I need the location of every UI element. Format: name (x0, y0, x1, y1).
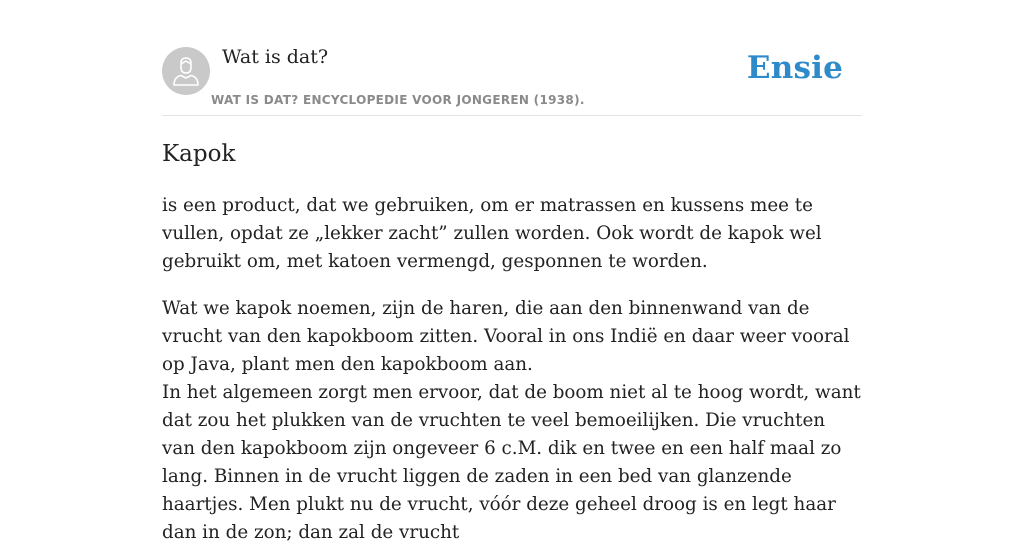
avatar[interactable] (162, 47, 210, 95)
source-title[interactable]: Wat is dat? (222, 46, 329, 68)
paragraph-3: In het algemeen zorgt men ervoor, dat de boom niet al te hoog wordt, want dat zou het plukken van de vruchten te veel bemoeilijken. Die vruchten van den kapokboom zijn ongeveer 6 c.M. dik en twee en een half maal zo lang. Binnen in de vrucht liggen de zaden in een bed van glanzende haartjes. Men plukt nu de vrucht, vóór deze geheel droog is en legt haar dan in de zon; dan zal de vrucht (162, 382, 861, 543)
paragraph-2: Wat we kapok noemen, zijn de haren, die aan den binnenwand van de vrucht van den kapokboom zitten. Vooral in ons Indië en daar weer vooral op Java, plant men den kapokboom aan. (162, 298, 850, 375)
entry-title: Kapok (162, 141, 236, 167)
source-header (162, 0, 862, 116)
ensie-logo[interactable]: Ensie (746, 50, 843, 86)
article (162, 138, 862, 547)
paragraph-1: is een product, dat we gebruiken, om er matrassen en kussens mee te vullen, opdat ze „lekker zacht” zullen worden. Ook wordt de kapok wel gebruikt om, met katoen vermengd, gesponnen te worden. (162, 195, 822, 272)
user-icon (162, 47, 210, 95)
source-subtitle[interactable]: WAT IS DAT? ENCYCLOPEDIE VOOR JONGEREN (1938). (211, 93, 585, 107)
